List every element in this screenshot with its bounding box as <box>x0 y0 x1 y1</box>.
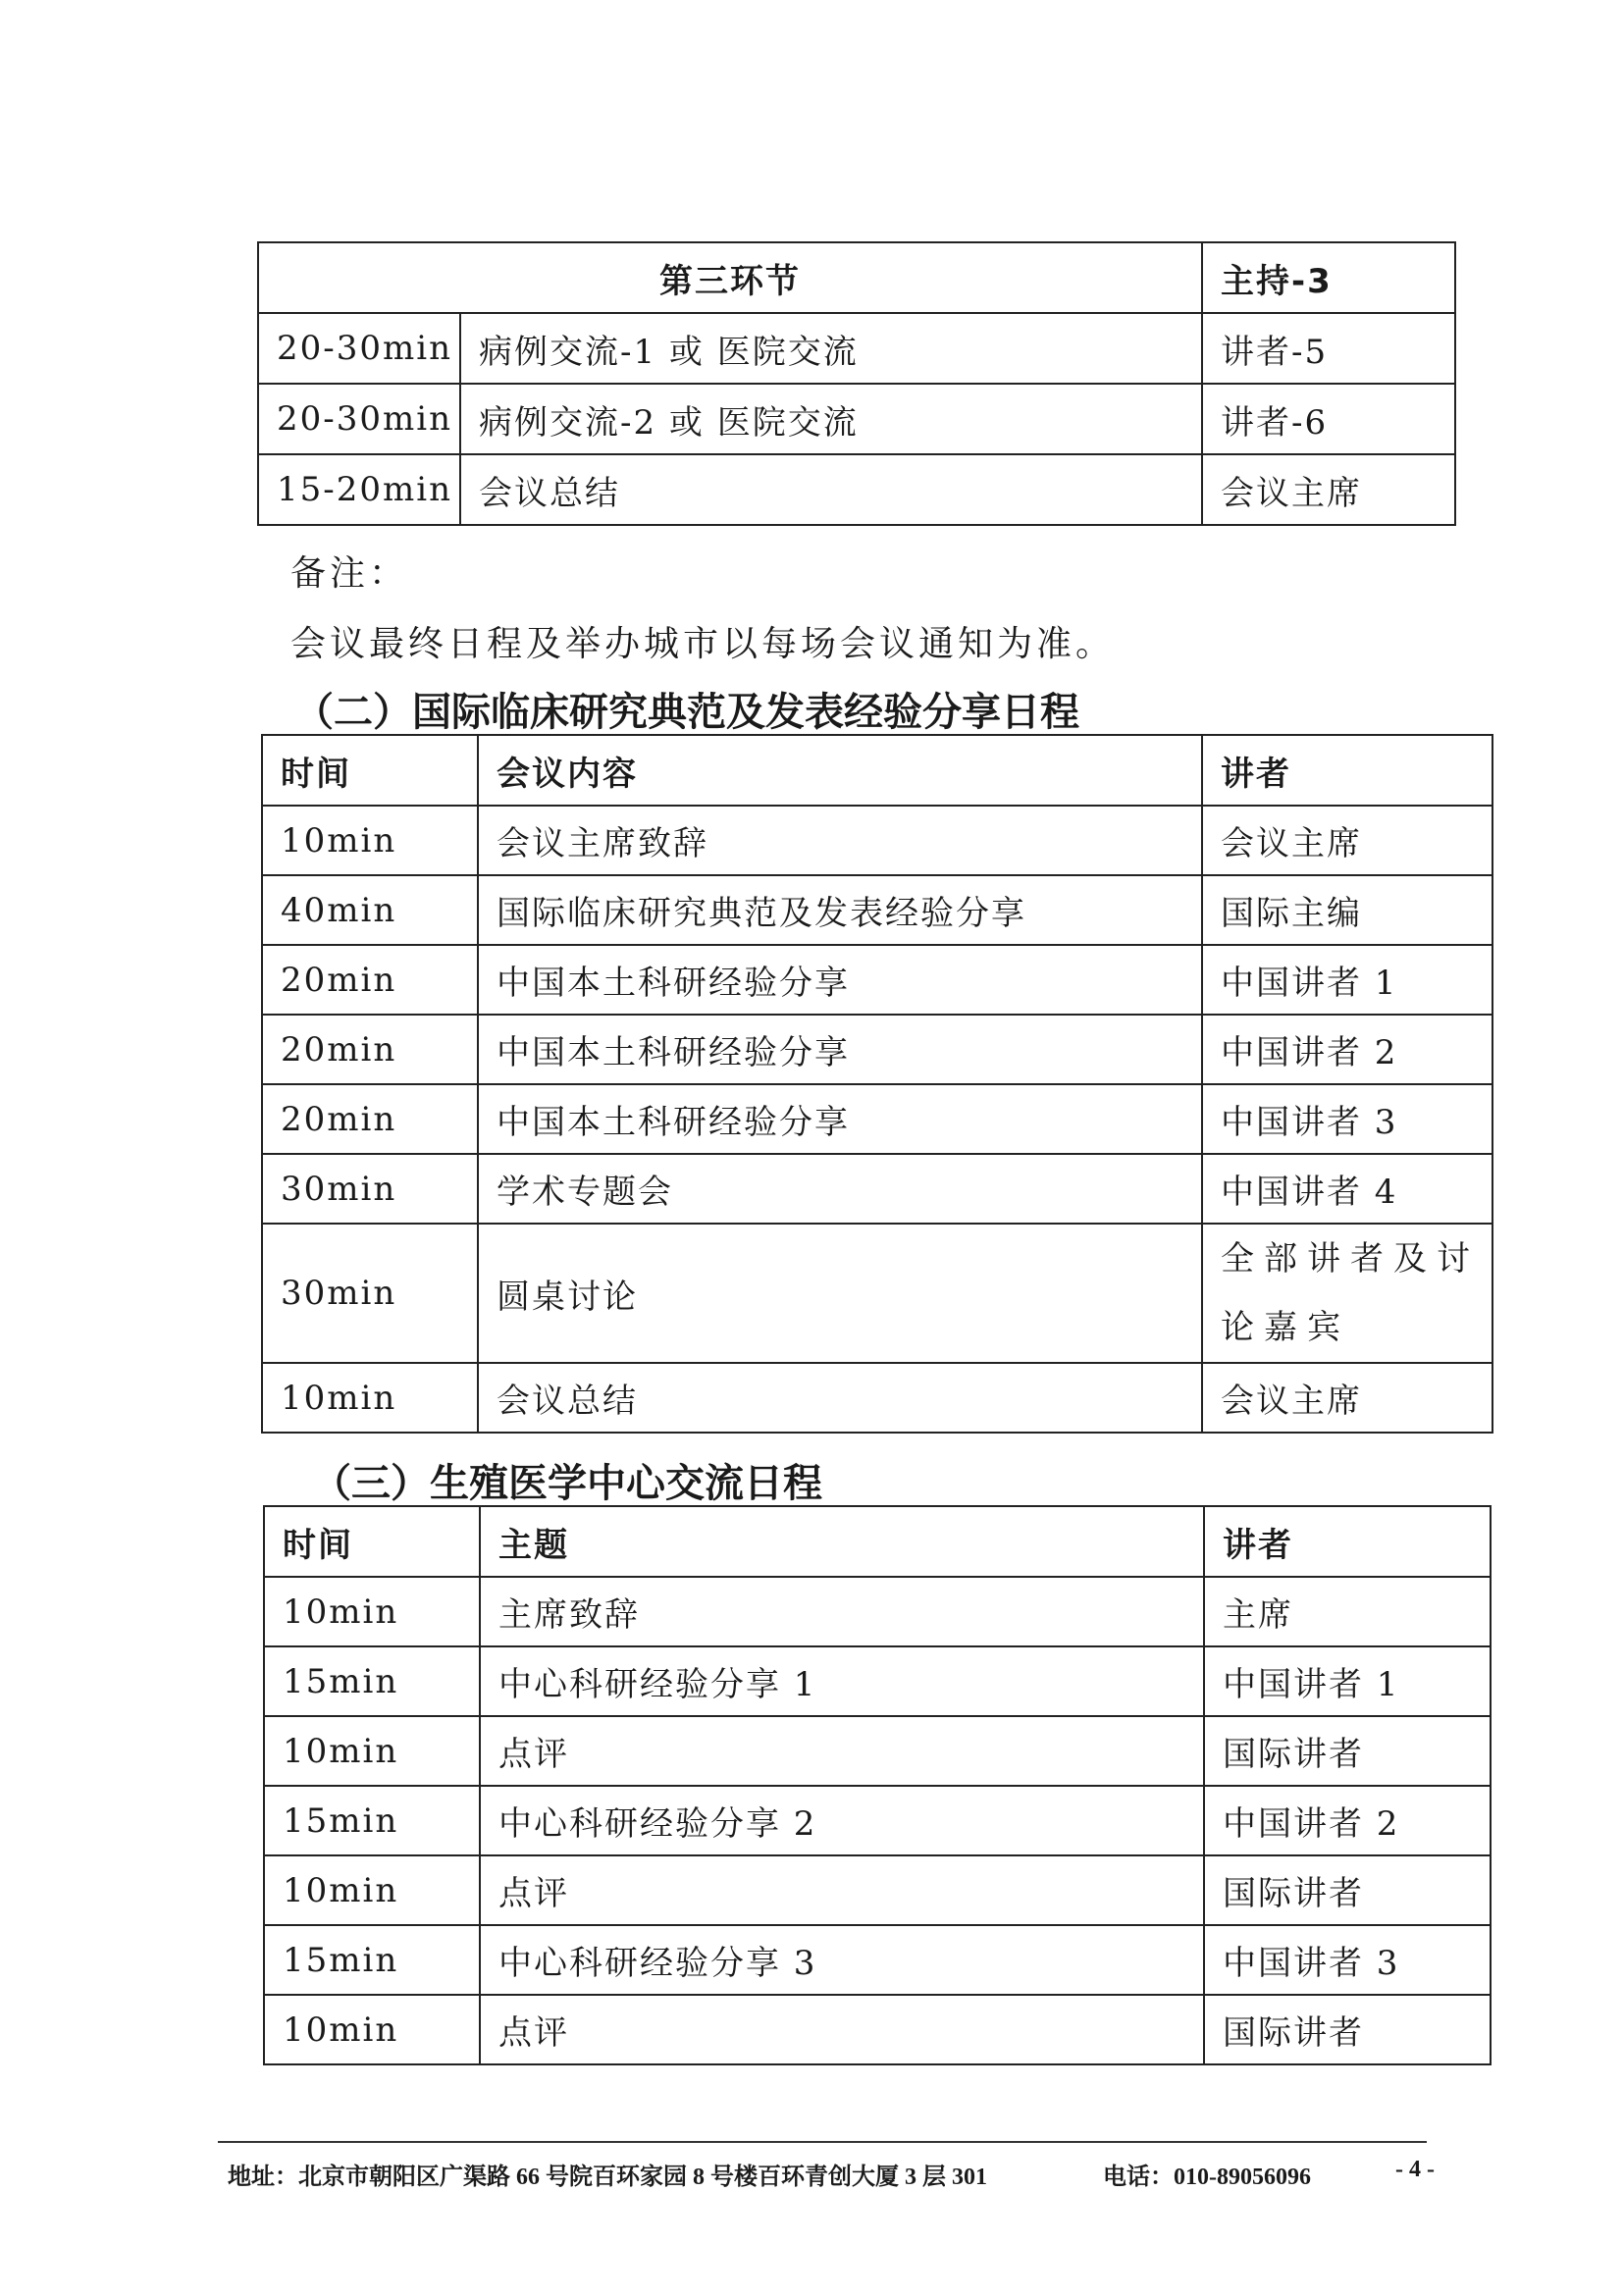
content-cell: 中心科研经验分享 1 <box>480 1646 1204 1716</box>
time-cell: 40min <box>262 875 478 945</box>
column-header-speaker: 讲者 <box>1202 735 1492 806</box>
speaker-cell: 会议主席 <box>1202 454 1455 525</box>
content-cell: 会议总结 <box>460 454 1202 525</box>
section3-heading: （三）生殖医学中心交流日程 <box>312 1461 822 1506</box>
speaker-cell: 国际讲者 <box>1204 1855 1491 1925</box>
table-row <box>264 1786 1491 1855</box>
content-cell: 会议总结 <box>478 1363 1202 1433</box>
table-row <box>258 242 1455 313</box>
content-cell: 主席致辞 <box>480 1577 1204 1646</box>
table-row <box>262 806 1492 875</box>
speaker-cell: 国际讲者 <box>1204 1995 1491 2064</box>
footer-divider <box>218 2141 1427 2143</box>
note-label: 备注： <box>290 553 409 594</box>
speaker-cell: 中国讲者 3 <box>1202 1084 1492 1154</box>
table-row <box>262 1363 1492 1433</box>
time-cell: 20min <box>262 1084 478 1154</box>
table-header-row <box>262 735 1492 806</box>
section2-table <box>261 734 1493 1434</box>
table-row <box>258 454 1455 525</box>
speaker-cell: 全部讲者及讨论嘉宾 <box>1202 1224 1492 1363</box>
table-row <box>258 313 1455 384</box>
time-cell: 30min <box>262 1154 478 1224</box>
content-cell: 中国本土科研经验分享 <box>478 1084 1202 1154</box>
time-cell: 10min <box>262 806 478 875</box>
speaker-cell: 国际主编 <box>1202 875 1492 945</box>
footer-address: 地址：北京市朝阳区广渠路 66 号院百环家园 8 号楼百环青创大厦 3 层 301 <box>228 2165 987 2190</box>
time-cell: 10min <box>264 1855 480 1925</box>
time-cell: 20min <box>262 1015 478 1084</box>
content-cell: 病例交流-2 或 医院交流 <box>460 384 1202 454</box>
table-row <box>264 1855 1491 1925</box>
table-row <box>262 1084 1492 1154</box>
column-header-time: 时间 <box>262 735 478 806</box>
table-row <box>264 1925 1491 1995</box>
time-cell: 20-30min <box>258 384 460 454</box>
note-text: 会议最终日程及举办城市以每场会议通知为准。 <box>290 624 1116 664</box>
table-row <box>262 875 1492 945</box>
speaker-cell: 讲者-6 <box>1202 384 1455 454</box>
table-row <box>264 1995 1491 2064</box>
section-title-cell: 第三环节 <box>258 242 1202 313</box>
speaker-cell: 中国讲者 4 <box>1202 1154 1492 1224</box>
speaker-cell: 讲者-5 <box>1202 313 1455 384</box>
content-cell: 点评 <box>480 1716 1204 1786</box>
speaker-cell: 中国讲者 2 <box>1202 1015 1492 1084</box>
content-cell: 中国本土科研经验分享 <box>478 1015 1202 1084</box>
content-cell: 中心科研经验分享 2 <box>480 1786 1204 1855</box>
table-row <box>264 1646 1491 1716</box>
page-number: - 4 - <box>1395 2157 1435 2182</box>
content-cell: 病例交流-1 或 医院交流 <box>460 313 1202 384</box>
session3-table <box>257 241 1456 526</box>
time-cell: 15-20min <box>258 454 460 525</box>
time-cell: 20-30min <box>258 313 460 384</box>
host-cell: 主持-3 <box>1202 242 1455 313</box>
section3-table <box>263 1505 1492 2065</box>
time-cell: 15min <box>264 1925 480 1995</box>
table-row <box>262 1154 1492 1224</box>
speaker-cell: 会议主席 <box>1202 806 1492 875</box>
speaker-cell: 中国讲者 1 <box>1204 1646 1491 1716</box>
time-cell: 15min <box>264 1646 480 1716</box>
footer-phone: 电话：010-89056096 <box>1103 2165 1311 2190</box>
time-cell: 10min <box>262 1363 478 1433</box>
speaker-cell: 中国讲者 2 <box>1204 1786 1491 1855</box>
speaker-cell: 主席 <box>1204 1577 1491 1646</box>
table-row <box>264 1577 1491 1646</box>
time-cell: 10min <box>264 1716 480 1786</box>
table-row <box>264 1716 1491 1786</box>
table-header-row <box>264 1506 1491 1577</box>
content-cell: 中国本土科研经验分享 <box>478 945 1202 1015</box>
column-header-content: 主题 <box>480 1506 1204 1577</box>
time-cell: 20min <box>262 945 478 1015</box>
table-row <box>262 1224 1492 1363</box>
speaker-cell: 中国讲者 1 <box>1202 945 1492 1015</box>
content-cell: 圆桌讨论 <box>478 1224 1202 1363</box>
column-header-time: 时间 <box>264 1506 480 1577</box>
speaker-cell: 中国讲者 3 <box>1204 1925 1491 1995</box>
content-cell: 点评 <box>480 1855 1204 1925</box>
table-row <box>258 384 1455 454</box>
section2-heading: （二）国际临床研究典范及发表经验分享日程 <box>294 690 1079 735</box>
time-cell: 30min <box>262 1224 478 1363</box>
content-cell: 点评 <box>480 1995 1204 2064</box>
table-row <box>262 945 1492 1015</box>
time-cell: 10min <box>264 1577 480 1646</box>
speaker-cell: 会议主席 <box>1202 1363 1492 1433</box>
time-cell: 10min <box>264 1995 480 2064</box>
content-cell: 学术专题会 <box>478 1154 1202 1224</box>
content-cell: 国际临床研究典范及发表经验分享 <box>478 875 1202 945</box>
column-header-content: 会议内容 <box>478 735 1202 806</box>
content-cell: 会议主席致辞 <box>478 806 1202 875</box>
content-cell: 中心科研经验分享 3 <box>480 1925 1204 1995</box>
table-row <box>262 1015 1492 1084</box>
speaker-cell: 国际讲者 <box>1204 1716 1491 1786</box>
column-header-speaker: 讲者 <box>1204 1506 1491 1577</box>
time-cell: 15min <box>264 1786 480 1855</box>
